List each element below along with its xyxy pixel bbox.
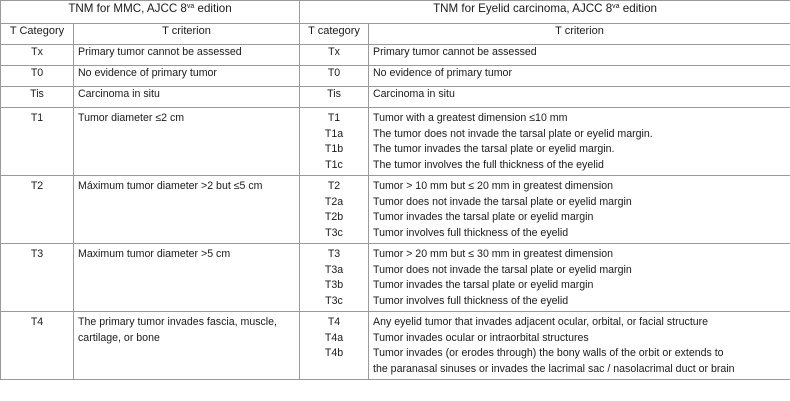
eyelid-subcategory: T2b	[324, 211, 344, 223]
mmc-category-cell: T0	[1, 66, 74, 87]
eyelid-subcategory: T4a	[324, 331, 344, 344]
table-row	[1, 108, 790, 176]
eyelid-criterion-line: Tumor > 10 mm but ≤ 20 mm in greatest dimension	[373, 180, 614, 192]
eyelid-subcategory: T3b	[324, 279, 344, 291]
mmc-criterion-cell: Carcinoma in situ	[74, 87, 300, 108]
eyelid-subcategory: T2	[327, 180, 341, 192]
eyelid-subcategory	[304, 362, 364, 378]
eyelid-criterion-line: Tumor involves full thickness of the eyelid	[373, 294, 569, 307]
table-row	[1, 45, 790, 66]
eyelid-subcategory: T4	[327, 316, 341, 328]
mmc-category-cell: Tis	[1, 87, 74, 108]
eyelid-category-cell: Tx	[300, 45, 369, 66]
eyelid-criterion-cell: No evidence of primary tumor	[369, 66, 790, 87]
eyelid-criterion-header: T criterion	[369, 24, 790, 45]
mmc-category-header: T Category	[1, 24, 74, 45]
eyelid-category-cell	[300, 108, 369, 176]
column-header-row	[1, 24, 790, 45]
eyelid-category-cell: T0	[300, 66, 369, 87]
mmc-criterion-cell: Máximum tumor diameter >2 but ≤5 cm	[74, 176, 300, 244]
table-title-row	[1, 1, 790, 24]
eyelid-category-header: T category	[300, 24, 369, 45]
table-body	[1, 45, 790, 380]
mmc-table-title: TNM for MMC, AJCC $8^{va}$ edition	[1, 1, 300, 24]
eyelid-criterion-line: Tumor invades (or erodes through) the bony walls of the orbit or extends to	[373, 347, 724, 359]
mmc-category-cell: T3	[1, 244, 74, 312]
eyelid-subcategory: T3c	[325, 226, 343, 239]
eyelid-category-cell: Tis	[300, 87, 369, 108]
eyelid-criterion-cell	[369, 176, 790, 244]
eyelid-category-cell	[300, 176, 369, 244]
eyelid-subcategory: T3a	[324, 263, 344, 276]
mmc-criterion-cell: Maximum tumor diameter >5 cm	[74, 244, 300, 312]
table-row	[1, 87, 790, 108]
eyelid-criterion-cell	[369, 108, 790, 176]
table-row	[1, 176, 790, 244]
table-row	[1, 244, 790, 312]
eyelid-criterion-line: Tumor > 20 mm but ≤ 30 mm in greatest dimension	[373, 248, 614, 260]
eyelid-criterion-line: Tumor involves full thickness of the eyelid	[373, 226, 569, 239]
eyelid-subcategory: T1c	[325, 158, 343, 171]
eyelid-criterion-line: Tumor does not invade the tarsal plate or eyelid margin	[373, 195, 632, 208]
mmc-category-cell: T2	[1, 176, 74, 244]
eyelid-criterion-line: Tumor invades the tarsal plate or eyelid margin	[373, 211, 594, 223]
mmc-category-cell: T1	[1, 108, 74, 176]
eyelid-category-cell	[300, 244, 369, 312]
eyelid-criterion-cell	[369, 244, 790, 312]
table-row	[1, 66, 790, 87]
eyelid-criterion-line: Any eyelid tumor that invades adjacent ocular, orbital, or facial structure	[373, 316, 709, 328]
eyelid-criterion-line: the paranasal sinuses or invades the lacrimal sac / nasolacrimal duct or brain	[373, 362, 735, 375]
eyelid-subcategory: T1	[327, 112, 341, 124]
mmc-category-cell: Tx	[1, 45, 74, 66]
eyelid-table-title: TNM for Eyelid carcinoma, AJCC $8^{va}$ edition	[300, 1, 790, 24]
eyelid-criterion-line: The tumor does not invade the tarsal plate or eyelid margin.	[373, 127, 653, 140]
eyelid-subcategory: T1b	[324, 143, 344, 155]
eyelid-criterion-cell: Primary tumor cannot be assessed	[369, 45, 790, 66]
eyelid-criterion-line: Tumor with a greatest dimension ≤10 mm	[373, 112, 568, 124]
eyelid-subcategory: T3c	[325, 294, 343, 307]
mmc-criterion-header: T criterion	[74, 24, 300, 45]
table-row	[1, 312, 790, 380]
mmc-criterion-cell: Tumor diameter ≤2 cm	[74, 108, 300, 176]
eyelid-subcategory: T1a	[324, 127, 344, 140]
eyelid-subcategory: T4b	[324, 347, 344, 359]
eyelid-criterion-line: Tumor does not invade the tarsal plate or eyelid margin	[373, 263, 632, 276]
eyelid-subcategory: T2a	[324, 195, 344, 208]
mmc-category-cell: T4	[1, 312, 74, 380]
eyelid-criterion-cell: Carcinoma in situ	[369, 87, 790, 108]
eyelid-criterion-line: Tumor invades ocular or intraorbital structures	[373, 331, 589, 344]
mmc-criterion-cell: The primary tumor invades fascia, muscle, cartilage, or bone	[74, 312, 300, 380]
mmc-criterion-cell: No evidence of primary tumor	[74, 66, 300, 87]
eyelid-criterion-line: The tumor invades the tarsal plate or eyelid margin.	[373, 143, 615, 155]
eyelid-category-cell	[300, 312, 369, 380]
eyelid-subcategory: T3	[327, 248, 341, 260]
eyelid-criterion-line: Tumor invades the tarsal plate or eyelid margin	[373, 279, 594, 291]
mmc-criterion-cell: Primary tumor cannot be assessed	[74, 45, 300, 66]
eyelid-criterion-cell	[369, 312, 790, 380]
eyelid-criterion-line: The tumor involves the full thickness of the eyelid	[373, 158, 604, 171]
